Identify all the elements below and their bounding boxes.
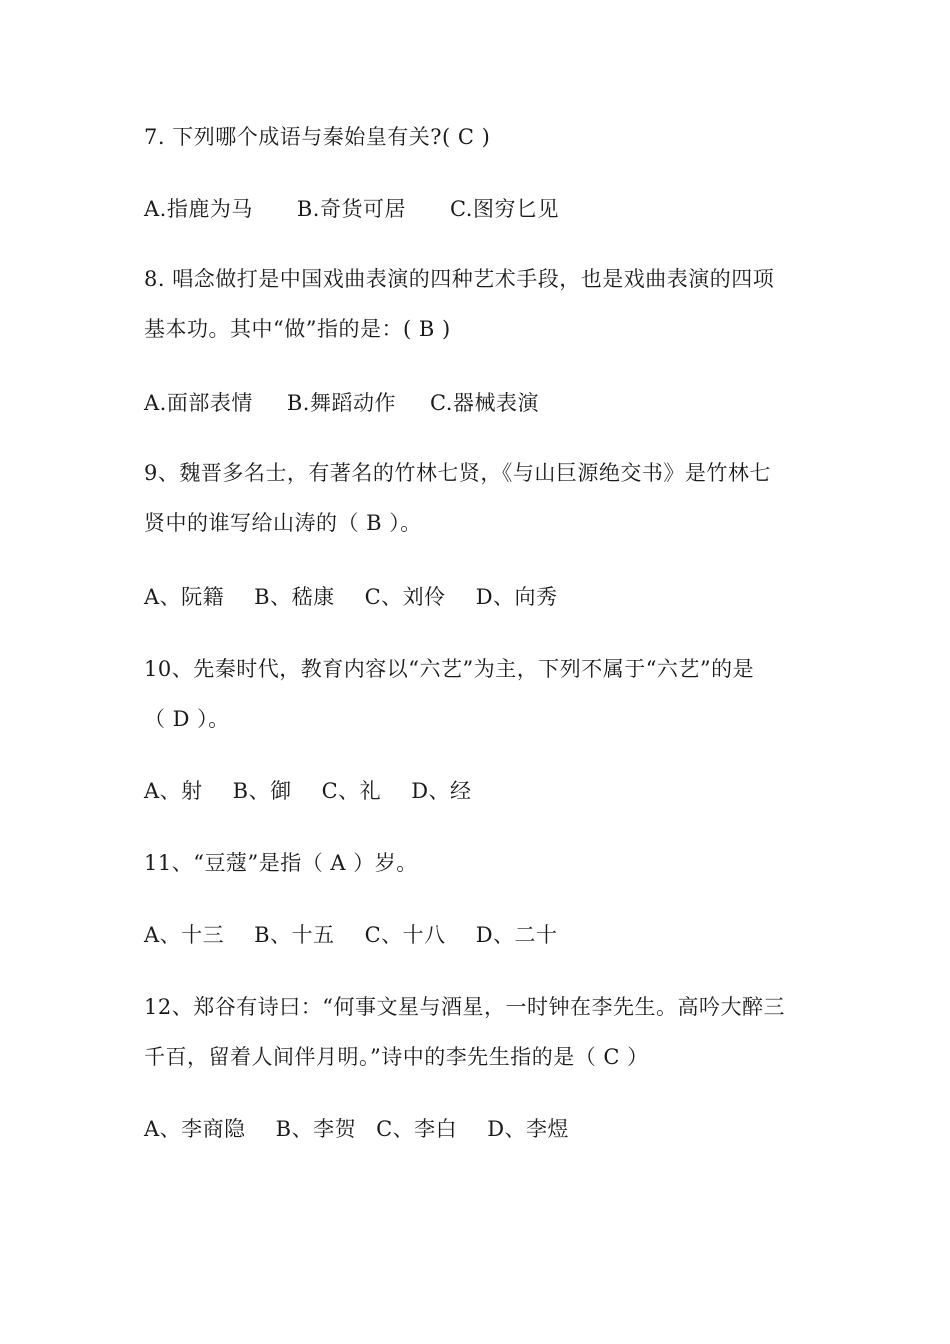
question-8-stem-line-1: 8. 唱念做打是中国戏曲表演的四种艺术手段，也是戏曲表演的四项 [144, 267, 775, 291]
question-7-option-b: B.奇货可居 [296, 197, 406, 221]
question-11-option-a: A、十三 [144, 923, 225, 947]
question-9-options [144, 582, 824, 612]
question-9-option-c: C、刘伶 [364, 585, 446, 609]
question-9-stem-line-2: 贤中的谁写给山涛的（ B ）。 [144, 511, 422, 535]
question-12-option-d: D、李煜 [487, 1117, 570, 1141]
question-7-stem [144, 122, 824, 152]
question-10-option-d: D、经 [411, 779, 472, 803]
question-9-option-d: D、向秀 [475, 585, 558, 609]
question-10-option-a: A、射 [144, 779, 203, 803]
question-7-option-c: C.图穷匕见 [449, 197, 559, 221]
question-11-option-d: D、二十 [475, 923, 558, 947]
question-8-option-b: B.舞蹈动作 [286, 391, 396, 415]
question-10-stem-2 [144, 704, 824, 734]
question-12-option-a: A、李商隐 [144, 1117, 246, 1141]
question-9-option-b: B、嵇康 [254, 585, 335, 609]
question-7-options [144, 194, 824, 224]
question-8-option-c: C.器械表演 [429, 391, 539, 415]
question-7-stem-line-1: 7. 下列哪个成语与秦始皇有关?( C ) [144, 125, 491, 149]
question-12-stem-2 [144, 1042, 824, 1072]
question-11-stem [144, 848, 824, 878]
question-12-stem-1 [144, 992, 824, 1022]
question-8-stem-2 [144, 314, 824, 344]
question-10-options [144, 776, 824, 806]
question-12-stem-line-2: 千百，留着人间伴月明。”诗中的李先生指的是（ C ） [144, 1045, 649, 1069]
question-8-stem-line-2: 基本功。其中“做”指的是：( B ) [144, 317, 451, 341]
question-9-stem-1 [144, 458, 824, 488]
question-11-stem-line-1: 11、“豆蔻”是指（ A ）岁。 [144, 851, 418, 875]
question-9-option-a: A、阮籍 [144, 585, 225, 609]
question-8-stem-1 [144, 264, 824, 294]
question-11-option-b: B、十五 [254, 923, 335, 947]
question-10-option-c: C、礼 [321, 779, 382, 803]
question-9-stem-2 [144, 508, 824, 538]
question-7-option-a: A.指鹿为马 [144, 197, 253, 221]
question-10-stem-line-2: （ D ）。 [144, 707, 230, 731]
question-11-option-c: C、十八 [364, 923, 446, 947]
question-12-options [144, 1114, 824, 1144]
question-12-stem-line-1: 12、郑谷有诗曰：“何事文星与酒星，一时钟在李先生。高吟大醉三 [144, 995, 785, 1019]
question-8-options [144, 388, 824, 418]
question-12-option-b: B、李贺 [275, 1117, 357, 1141]
question-10-option-b: B、御 [232, 779, 292, 803]
question-8-option-a: A.面部表情 [144, 391, 253, 415]
question-10-stem-1 [144, 654, 824, 684]
question-9-stem-line-1: 9、魏晋多名士，有著名的竹林七贤，《与山巨源绝交书》是竹林七 [144, 461, 771, 485]
question-10-stem-line-1: 10、先秦时代，教育内容以“六艺”为主，下列不属于“六艺”的是 [144, 657, 755, 681]
question-12-option-c: C、李白 [376, 1117, 458, 1141]
question-11-options [144, 920, 824, 950]
